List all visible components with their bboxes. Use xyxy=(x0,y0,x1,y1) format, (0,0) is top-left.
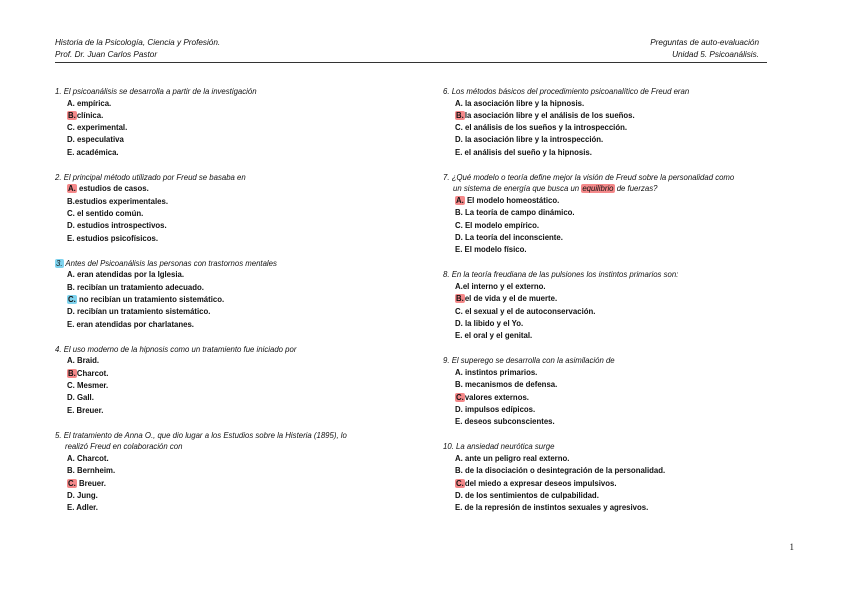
option-letter: D. xyxy=(67,135,75,145)
option-a xyxy=(443,195,788,207)
question-9 xyxy=(443,355,788,428)
option-text: el sexual y el de autoconservación. xyxy=(464,306,596,316)
option-text: eran atendidas por la Iglesia. xyxy=(76,270,185,280)
option-letter: D. xyxy=(455,232,463,242)
answer-highlight: A. xyxy=(68,184,76,194)
header-right xyxy=(650,37,759,60)
header-left xyxy=(55,37,220,60)
option-letter: E. xyxy=(455,245,463,255)
option-letter: A. xyxy=(67,356,75,366)
option-letter: B. xyxy=(455,380,463,390)
option-c xyxy=(443,122,788,134)
question-text: El uso moderno de la hipnosis como un tratamiento fue iniciado por xyxy=(63,344,297,354)
option-e xyxy=(443,330,788,342)
option-letter: D. xyxy=(455,135,463,145)
option-text: valores externos. xyxy=(464,392,529,402)
option-letter: C. xyxy=(67,381,75,391)
option-text: El modelo empírico. xyxy=(464,220,540,230)
option-b xyxy=(55,465,415,477)
question-number: 7. xyxy=(443,172,450,182)
option-c xyxy=(443,220,788,232)
question-6 xyxy=(443,86,788,159)
option-text: La teoría de campo dinámico. xyxy=(464,208,575,218)
option-text: El modelo homeostático. xyxy=(466,195,560,205)
option-text: del miedo a expresar deseos impulsivos. xyxy=(464,478,617,488)
option-letter: B. xyxy=(67,196,75,206)
option-text: de la disociación o desintegración de la personalidad. xyxy=(464,466,666,476)
option-a xyxy=(55,98,415,110)
option-text: Braid. xyxy=(76,356,100,366)
question-text: ¿Qué modelo o teoría define mejor la visión de Freud sobre la personalidad como xyxy=(451,172,735,182)
option-letter: A. xyxy=(67,98,75,108)
option-text: Jung. xyxy=(76,490,98,500)
option-text: el de vida y el de muerte. xyxy=(464,294,558,304)
question-text: El tratamiento de Anna O., que dio lugar a los Estudios sobre la Histeria (1895), lo xyxy=(63,430,347,440)
option-text: el sentido común. xyxy=(76,209,144,219)
option-text: el interno y el externo. xyxy=(462,281,546,291)
option-b xyxy=(55,282,415,294)
option-text: Bernheim. xyxy=(76,466,116,476)
question-text: El principal método utilizado por Freud se basaba en xyxy=(63,172,246,182)
question-4 xyxy=(55,344,415,417)
option-text: académica. xyxy=(76,147,119,157)
option-b xyxy=(443,379,788,391)
option-text: eran atendidas por charlatanes. xyxy=(76,319,194,329)
option-letter: E. xyxy=(67,503,75,513)
option-text: de la represión de instintos sexuales y agresivos. xyxy=(464,503,649,513)
option-a xyxy=(443,453,788,465)
option-text: estudios experimentales. xyxy=(74,196,168,206)
option-e xyxy=(55,147,415,159)
question-10 xyxy=(443,441,788,514)
question-1 xyxy=(55,86,415,159)
option-d xyxy=(443,490,788,502)
option-d xyxy=(55,306,415,318)
option-letter: A. xyxy=(67,453,75,463)
option-d xyxy=(55,220,415,232)
option-letter: E. xyxy=(455,503,463,513)
option-text: la asociación libre y la introspección. xyxy=(464,135,604,145)
question-5 xyxy=(55,430,415,514)
option-text: mecanismos de defensa. xyxy=(464,380,558,390)
question-number: 1. xyxy=(55,87,62,96)
professor-name: Prof. Dr. Juan Carlos Pastor xyxy=(55,49,158,59)
option-a xyxy=(443,367,788,379)
option-d xyxy=(55,134,415,146)
option-letter: D. xyxy=(67,490,75,500)
option-text: clínica. xyxy=(76,110,104,120)
option-letter: C. xyxy=(455,306,463,316)
answer-highlight: C. xyxy=(68,295,76,305)
option-c xyxy=(55,294,415,306)
option-letter: B. xyxy=(67,466,75,476)
option-c xyxy=(443,392,788,404)
option-letter: D. xyxy=(455,404,463,414)
question-text: Los métodos básicos del procedimiento psicoanalítico de Freud eran xyxy=(451,87,690,96)
answer-highlight: B. xyxy=(68,368,76,378)
option-letter: E. xyxy=(67,319,75,329)
option-text: Charcot. xyxy=(76,368,109,378)
option-b xyxy=(443,110,788,122)
option-text: de los sentimientos de culpabilidad. xyxy=(464,490,599,500)
option-text: instintos primarios. xyxy=(464,367,538,377)
course-title: Historia de la Psicología, Ciencia y Profesión. xyxy=(55,38,221,47)
answer-highlight: B. xyxy=(456,110,464,120)
option-letter: C. xyxy=(67,209,75,219)
question-text-continued: realizó Freud en colaboración con xyxy=(65,442,183,452)
questions-left-column xyxy=(55,86,415,527)
question-8 xyxy=(443,269,788,342)
option-text: estudios introspectivos. xyxy=(76,221,167,231)
option-letter: C. xyxy=(455,220,463,230)
option-c xyxy=(55,478,415,490)
question-3 xyxy=(55,258,415,331)
option-text: el análisis de los sueños y la introspección. xyxy=(464,123,628,133)
question-text: Antes del Psicoanálisis las personas con trastornos mentales xyxy=(65,258,277,268)
question-number-highlight: 3. xyxy=(56,258,63,268)
option-text: Breuer. xyxy=(78,478,106,488)
option-letter: E. xyxy=(455,417,463,427)
option-text: no recibían un tratamiento sistemático. xyxy=(78,295,225,305)
option-letter: D. xyxy=(455,490,463,500)
option-a xyxy=(55,453,415,465)
option-b xyxy=(443,293,788,305)
option-text: Breuer. xyxy=(76,405,104,415)
option-d xyxy=(443,232,788,244)
answer-highlight: C. xyxy=(456,478,464,488)
option-e xyxy=(443,502,788,514)
option-a xyxy=(55,269,415,281)
question-number: 4. xyxy=(55,344,62,354)
option-letter: A. xyxy=(455,453,463,463)
option-letter: B. xyxy=(67,282,75,292)
option-text: Gall. xyxy=(76,393,94,403)
option-e xyxy=(55,502,415,514)
question-number: 9. xyxy=(443,356,450,366)
option-text: recibían un tratamiento sistemático. xyxy=(76,307,211,317)
option-letter: D. xyxy=(67,393,75,403)
option-b xyxy=(443,465,788,477)
keyword-highlight: equilibrio xyxy=(582,184,614,194)
option-letter: E. xyxy=(67,233,75,243)
option-letter: D. xyxy=(455,318,463,328)
option-letter: D. xyxy=(67,221,75,231)
answer-highlight: C. xyxy=(68,478,76,488)
option-b xyxy=(55,196,415,208)
option-text: recibían un tratamiento adecuado. xyxy=(76,282,204,292)
header-divider xyxy=(55,62,767,63)
question-text: El superego se desarrolla con la asimilación de xyxy=(451,356,615,366)
option-b xyxy=(55,110,415,122)
option-letter: E. xyxy=(67,405,75,415)
option-c xyxy=(443,478,788,490)
option-text: deseos subconscientes. xyxy=(464,417,555,427)
option-e xyxy=(55,233,415,245)
document-title: Preguntas de auto-evaluación xyxy=(650,38,759,47)
option-e xyxy=(443,147,788,159)
option-text: empírica. xyxy=(76,98,112,108)
question-7 xyxy=(443,172,788,256)
answer-highlight: A. xyxy=(456,195,464,205)
question-text: En la teoría freudiana de las pulsiones los instintos primarios son: xyxy=(451,270,679,280)
question-text: La ansiedad neurótica surge xyxy=(456,442,555,452)
option-letter: C. xyxy=(455,123,463,133)
option-letter: B. xyxy=(455,466,463,476)
option-letter: A. xyxy=(455,98,463,108)
option-a xyxy=(443,98,788,110)
question-number: 2. xyxy=(55,172,62,182)
option-text: Adler. xyxy=(76,503,98,513)
option-letter: E. xyxy=(455,331,463,341)
option-letter: C. xyxy=(67,123,75,133)
option-text: la asociación libre y la hipnosis. xyxy=(464,98,585,108)
option-text: La teoría del inconsciente. xyxy=(464,232,563,242)
unit-title: Unidad 5. Psicoanálisis. xyxy=(672,49,759,59)
option-c xyxy=(55,208,415,220)
questions-right-column xyxy=(443,86,788,527)
question-2 xyxy=(55,172,415,245)
option-text: especulativa xyxy=(76,135,124,145)
option-text: estudios de casos. xyxy=(78,184,149,194)
option-text: El modelo físico. xyxy=(464,245,527,255)
answer-highlight: B. xyxy=(68,110,76,120)
option-letter: A. xyxy=(67,270,75,280)
option-d xyxy=(443,134,788,146)
option-a xyxy=(443,281,788,293)
page-number: 1 xyxy=(789,542,794,552)
option-text: impulsos edípicos. xyxy=(464,404,536,414)
option-text: el análisis del sueño y la hipnosis. xyxy=(464,147,592,157)
option-text: experimental. xyxy=(76,123,128,133)
question-text: El psicoanálisis se desarrolla a partir de la investigación xyxy=(63,87,257,96)
answer-highlight: B. xyxy=(456,294,464,304)
option-d xyxy=(443,318,788,330)
option-e xyxy=(55,405,415,417)
option-text: la asociación libre y el análisis de los sueños. xyxy=(464,110,635,120)
option-a xyxy=(55,355,415,367)
option-b xyxy=(55,368,415,380)
option-c xyxy=(443,306,788,318)
option-e xyxy=(443,416,788,428)
option-letter: D. xyxy=(67,307,75,317)
option-letter: A. xyxy=(455,281,463,291)
option-c xyxy=(55,380,415,392)
option-letter: E. xyxy=(455,147,463,157)
option-text: ante un peligro real externo. xyxy=(464,453,570,463)
option-letter: B. xyxy=(455,208,463,218)
option-text: Mesmer. xyxy=(76,381,109,391)
option-e xyxy=(443,244,788,256)
question-number: 5. xyxy=(55,430,62,440)
option-text: estudios psicofísicos. xyxy=(76,233,159,243)
answer-highlight: C. xyxy=(456,392,464,402)
question-text-continued: un sistema de energía que busca un equilibrio de fuerzas? xyxy=(453,184,658,194)
option-d xyxy=(55,490,415,502)
option-letter: E. xyxy=(67,147,75,157)
question-number: 6. xyxy=(443,87,450,96)
question-number: 10. xyxy=(443,442,454,452)
option-text: Charcot. xyxy=(76,453,109,463)
option-text: el oral y el genital. xyxy=(464,331,533,341)
option-d xyxy=(55,392,415,404)
option-letter: A. xyxy=(455,367,463,377)
option-text: la libido y el Yo. xyxy=(464,318,524,328)
option-e xyxy=(55,319,415,331)
option-c xyxy=(55,122,415,134)
question-number: 8. xyxy=(443,270,450,280)
option-d xyxy=(443,404,788,416)
option-a xyxy=(55,183,415,195)
option-b xyxy=(443,207,788,219)
